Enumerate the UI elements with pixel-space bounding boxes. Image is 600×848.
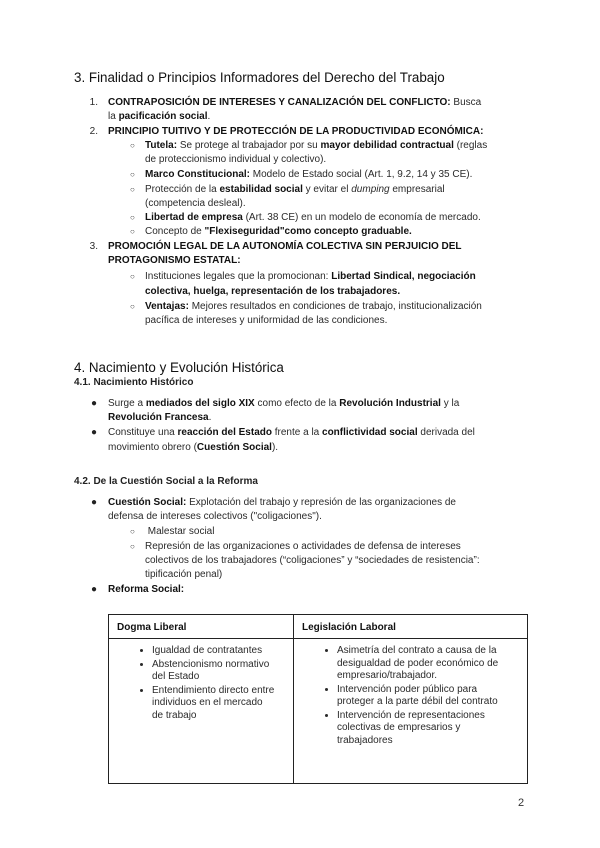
list-item-bold: PROMOCIÓN LEGAL DE LA AUTONOMÍA COLECTIVA SIN PERJUICIO DEL (108, 241, 462, 252)
text-bold: Revolución Industrial (339, 398, 441, 409)
text-bold: colectiva, huelga, representación de los trabajadores. (145, 286, 401, 297)
text: de trabajo (152, 709, 197, 721)
text-bold: Marco Constitucional: (145, 169, 251, 180)
text: Mejores resultados en condiciones de trabajo, institucionalización (188, 301, 482, 312)
circle-bullet-icon: ○ (130, 213, 135, 222)
text: . (207, 111, 211, 122)
sub-item-ventajas (145, 300, 482, 315)
text: desigualdad de poder económico de (337, 657, 499, 669)
text: Entendimiento directo entre (152, 684, 275, 696)
sub-item-tutela (145, 139, 487, 154)
circle-bullet-icon: ○ (130, 185, 135, 194)
bullet-cuestion-social (108, 496, 456, 511)
text-bold: Cuestión Social (196, 442, 272, 453)
comparison-table (108, 614, 528, 784)
bullet-surge (108, 397, 459, 412)
section-4-2-title: 4.2. De la Cuestión Social a la Reforma (74, 476, 258, 487)
text: (Art. 38 CE) en un modelo de economía de mercado. (242, 212, 481, 223)
circle-bullet-icon: ○ (130, 272, 135, 281)
bullet-cuestion-social-line2: defensa de intereses colectivos ("coligaciones"). (108, 511, 322, 522)
text: Intervención poder público para (337, 683, 478, 695)
text-bold: reacción del Estado (177, 427, 272, 438)
sub-item-flexiseguridad (145, 225, 412, 240)
text: como efecto de la (254, 398, 340, 409)
text: y la (440, 398, 460, 409)
text: Explotación del trabajo y represión de las organizaciones de (186, 497, 456, 508)
list-item-2 (108, 125, 483, 140)
text-bold: Ventajas: (145, 301, 189, 312)
list-item (152, 659, 287, 684)
text: empresarial (389, 184, 445, 195)
text-bold: mayor debilidad contractual (320, 140, 454, 151)
text: del Estado (152, 671, 200, 682)
table-cell-legislacion (294, 639, 528, 784)
list-item (337, 710, 521, 748)
text-italic: dumping (351, 184, 390, 195)
text: Intervención de representaciones (337, 709, 485, 721)
legislacion-list (300, 645, 521, 747)
text: Abstencionismo normativo (152, 658, 270, 670)
list-item (152, 645, 287, 658)
bullet-surge-line2 (108, 411, 211, 426)
text: . (208, 412, 212, 423)
text: Protección de la (145, 184, 220, 195)
sub-item-estabilidad (145, 183, 445, 198)
text: empresario/trabajador. (337, 670, 438, 681)
sub-item-instituciones-line2 (145, 285, 400, 300)
sub-item-tutela-line2: de proteccionismo individual y colectivo). (145, 154, 327, 165)
list-item-bold: PROTAGONISMO ESTATAL: (108, 255, 241, 266)
list-item-1-line2 (108, 110, 210, 125)
text: Asimetría del contrato a causa de la (337, 645, 497, 656)
text: la (108, 111, 119, 122)
text: proteger a la parte débil del contrato (337, 696, 498, 707)
text: Surge a (108, 398, 146, 409)
circle-bullet-icon: ○ (130, 527, 135, 536)
sub-item-marco (145, 168, 472, 183)
text-bold: Revolución Francesa (108, 412, 209, 423)
section-3-title: 3. Finalidad o Principios Informadores del Derecho del Trabajo (74, 70, 445, 85)
list-number: 3. (89, 241, 98, 252)
list-item (152, 685, 287, 723)
text: ). (271, 442, 279, 453)
text-bold: conflictividad social (322, 427, 418, 438)
bullet-icon: ● (91, 398, 98, 409)
text: individuos en el mercado (152, 697, 263, 708)
text: frente a la (271, 427, 323, 438)
list-number: 1. (89, 97, 98, 108)
text: (reglas (453, 140, 488, 151)
text-bold: Tutela: (145, 140, 178, 151)
list-item (337, 684, 521, 709)
section-4-1-title: 4.1. Nacimiento Histórico (74, 377, 194, 388)
text: y evitar el (302, 184, 352, 195)
sub-item-instituciones (145, 270, 476, 285)
list-item-3 (108, 240, 462, 255)
list-item-bold: PRINCIPIO TUITIVO Y DE PROTECCIÓN DE LA PRODUCTIVIDAD ECONÓMICA: (108, 126, 484, 137)
text-bold: Libertad de empresa (145, 212, 243, 223)
sub-item-libertad (145, 211, 481, 226)
text: Concepto de (145, 226, 205, 237)
table-row (109, 639, 528, 784)
text: colectivas de empresarios y (337, 722, 461, 733)
sub-item-malestar: Malestar social (145, 526, 215, 537)
text-bold: mediados del siglo XIX (145, 398, 255, 409)
text-bold: Cuestión Social: (108, 497, 187, 508)
text: trabajadores (337, 734, 393, 746)
circle-bullet-icon: ○ (130, 170, 135, 179)
bullet-constituye-line2 (108, 441, 278, 456)
table-header-row (109, 615, 528, 639)
circle-bullet-icon: ○ (130, 141, 135, 150)
table-header-legislacion-laboral: Legislación Laboral (294, 615, 528, 639)
list-item-1 (108, 96, 481, 111)
section-4-title: 4. Nacimiento y Evolución Histórica (74, 360, 284, 375)
list-item-bold: CONTRAPOSICIÓN DE INTERESES Y CANALIZACIÓN DEL CONFLICTO: (108, 97, 451, 108)
text: movimiento obrero ( (108, 442, 197, 453)
table-cell-dogma (109, 639, 294, 784)
text: Igualdad de contratantes (152, 645, 263, 656)
list-item (337, 645, 521, 683)
text-bold: Libertad Sindical, negociación (331, 271, 476, 282)
sub-item-estabilidad-line2: (competencia desleal). (145, 198, 246, 209)
bullet-icon: ● (91, 584, 98, 595)
sub-item-represion-line2: colectivos de los trabajadores (“coligaciones” y “sociedades de resistencia”: (145, 555, 480, 566)
text: Modelo de Estado social (Art. 1, 9.2, 14 y 35 CE). (250, 169, 473, 180)
dogma-list (115, 645, 287, 722)
bullet-icon: ● (91, 427, 98, 438)
circle-bullet-icon: ○ (130, 227, 135, 236)
text: Constituye una (108, 427, 178, 438)
text-bold: Reforma Social: (108, 584, 185, 595)
list-number: 2. (89, 126, 98, 137)
bullet-icon: ● (91, 497, 98, 508)
text: Instituciones legales que la promocionan: (145, 271, 332, 282)
page-number: 2 (518, 797, 525, 809)
list-item-text: Busca (450, 97, 482, 108)
circle-bullet-icon: ○ (130, 542, 135, 551)
sub-item-represion-line3: tipificación penal) (145, 569, 223, 580)
circle-bullet-icon: ○ (130, 302, 135, 311)
sub-item-represion: Represión de las organizaciones o actividades de defensa de intereses (145, 541, 461, 552)
text-bold: pacificación social (118, 111, 208, 122)
text-bold: "Flexiseguridad"como concepto graduable. (204, 226, 412, 237)
list-item-3-line2 (108, 254, 241, 269)
text: derivada del (417, 427, 475, 438)
text: Se protege al trabajador por su (177, 140, 321, 151)
sub-item-ventajas-line2: pacífica de intereses y uniformidad de las condiciones. (145, 315, 388, 326)
table-header-dogma-liberal: Dogma Liberal (109, 615, 294, 639)
bullet-constituye (108, 426, 475, 441)
bullet-reforma-social (108, 583, 184, 598)
text-bold: estabilidad social (219, 184, 303, 195)
